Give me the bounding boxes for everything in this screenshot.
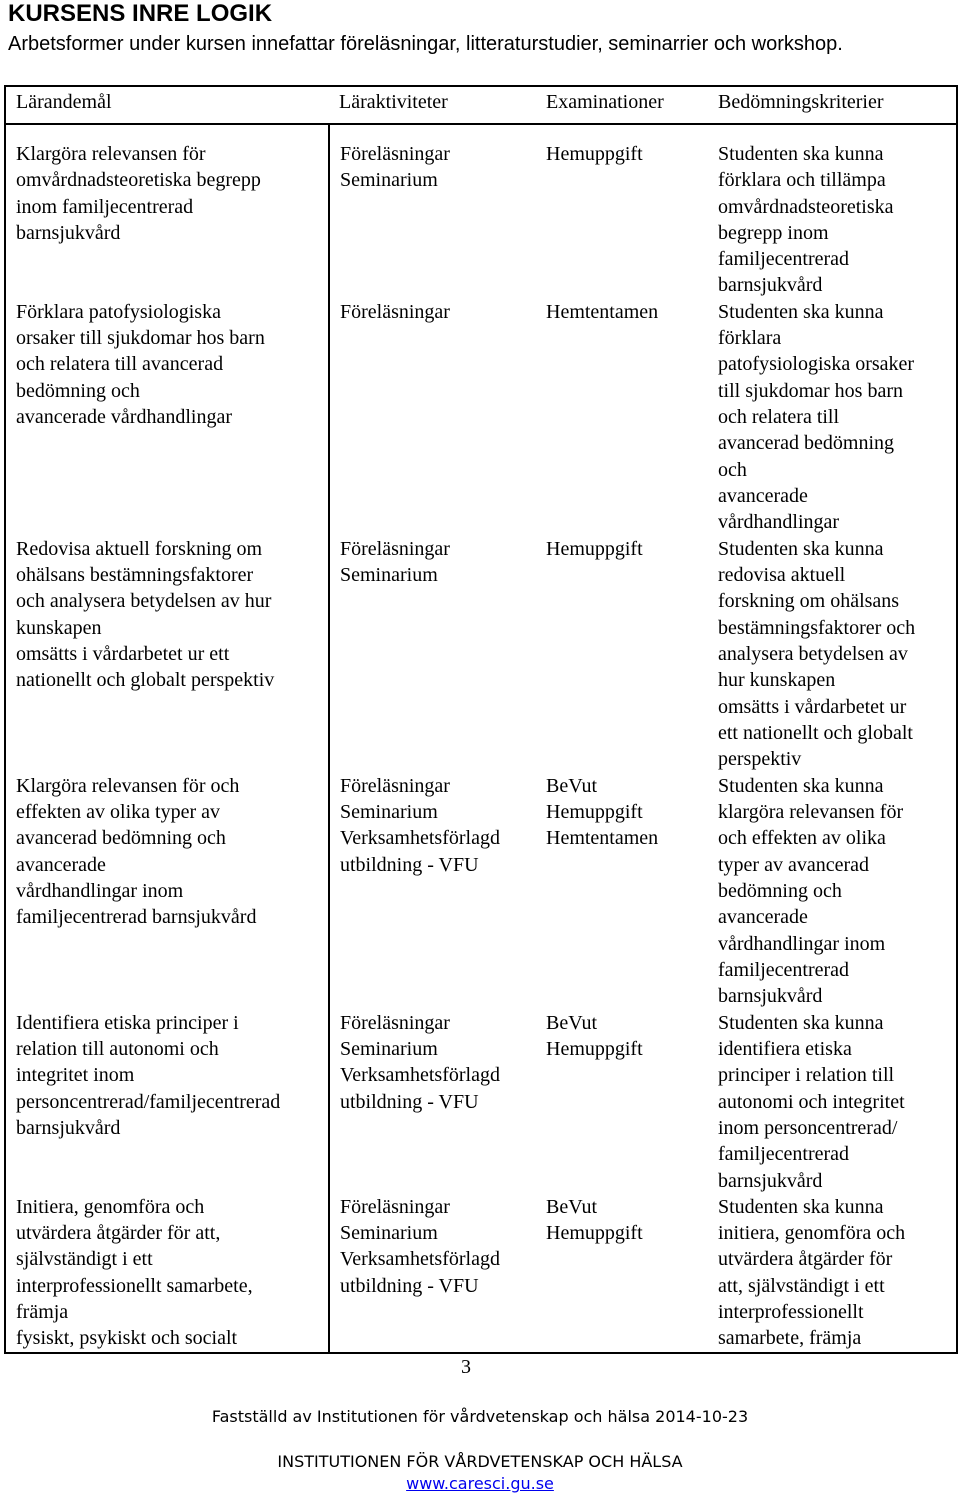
cell-text-line: utbildning - VFU <box>340 1274 479 1297</box>
cell-text-line: avancerade <box>16 853 106 876</box>
cell-text-line: Initiera, genomföra och <box>16 1195 205 1218</box>
cell-text-line: autonomi och integritet <box>718 1090 905 1113</box>
criteria-cell <box>708 536 957 773</box>
cell-text-line: barnsjukvård <box>16 221 121 244</box>
cell-text-line: Studenten ska kunna <box>718 143 884 165</box>
cell-text-line: fysiskt, psykiskt och socialt <box>16 1327 238 1350</box>
table-row <box>5 124 957 299</box>
cell-text-line: inom personcentrerad/ <box>718 1116 898 1139</box>
cell-text-line: familjecentrerad <box>718 958 850 981</box>
cell-text-line: hur kunskapen <box>718 669 836 692</box>
cell-text-line: främja <box>16 1301 69 1324</box>
cell-text-line: och effekten av olika <box>718 827 886 850</box>
cell-text-line: personcentrerad/familjecentrerad <box>16 1090 281 1113</box>
cell-text-line: effekten av olika typer av <box>16 801 220 824</box>
cell-text-line: BeVut <box>546 1195 598 1218</box>
footer-url-link[interactable]: www.caresci.gu.se <box>406 1474 554 1493</box>
cell-text-line: Seminarium <box>340 1222 438 1245</box>
cell-text-line: Studenten ska kunna <box>718 1011 884 1034</box>
cell-text-line: bedömning och <box>718 879 842 902</box>
cell-text-line: interprofessionellt samarbete, <box>16 1274 253 1297</box>
cell-text-line: Identifiera etiska principer i <box>16 1011 239 1034</box>
cell-text-line: barnsjukvård <box>16 1116 121 1139</box>
activities-cell <box>329 1194 536 1353</box>
cell-text-line: utbildning - VFU <box>340 1090 479 1113</box>
cell-text-line: och relatera till <box>718 405 840 428</box>
intro-text: Arbetsformer under kursen innefattar föreläsningar, litteraturstudier, seminarrier och workshop. <box>8 33 843 55</box>
cell-text-line: Hemuppgift <box>546 1222 643 1245</box>
exams-cell <box>536 299 708 536</box>
cell-text-line: utvärdera åtgärder för <box>718 1248 893 1271</box>
cell-text-line: Verksamhetsförlagd <box>340 1248 500 1271</box>
cell-text-line: omsätts i vårdarbetet ur <box>718 695 907 718</box>
criteria-cell <box>708 1194 957 1353</box>
cell-text-line: Studenten ska kunna <box>718 774 884 797</box>
cell-text-line: Föreläsningar <box>340 1011 450 1034</box>
cell-text-line: Seminarium <box>340 1038 438 1061</box>
cell-text-line: Föreläsningar <box>340 1195 450 1218</box>
cell-text-line: familjecentrerad barnsjukvård <box>16 906 257 929</box>
cell-text-line: Seminarium <box>340 801 438 824</box>
cell-text-line: identifiera etiska <box>718 1038 852 1061</box>
learning-goal-cell <box>5 299 329 536</box>
cell-text-line: omsätts i vårdarbetet ur ett <box>16 642 230 665</box>
cell-text-line: begrepp inom <box>718 221 829 244</box>
cell-text-line: BeVut <box>546 1011 598 1034</box>
cell-text-line: avancerad bedömning <box>718 432 895 455</box>
cell-text-line: nationellt och globalt perspektiv <box>16 669 275 692</box>
cell-text-line: Hemuppgift <box>546 143 643 165</box>
cell-text-line: Förklara patofysiologiska <box>16 300 221 323</box>
criteria-cell <box>708 124 957 299</box>
cell-text-line: familjecentrerad <box>718 1143 850 1166</box>
cell-text-line: Studenten ska kunna <box>718 1195 884 1218</box>
cell-text-line: interprofessionellt <box>718 1301 864 1324</box>
table-row <box>5 536 957 773</box>
course-logic-table <box>4 85 958 1354</box>
cell-text-line: självständigt i ett <box>16 1248 153 1271</box>
table-row <box>5 1010 957 1194</box>
table-row <box>5 773 957 1010</box>
cell-text-line: familjecentrerad <box>718 248 850 271</box>
criteria-cell <box>708 1010 957 1194</box>
cell-text-line: Hemtentamen <box>546 300 659 323</box>
cell-text-line: utbildning - VFU <box>340 853 479 876</box>
cell-text-line: Hemuppgift <box>546 801 643 824</box>
cell-text-line: bedömning och <box>16 379 140 402</box>
cell-text-line: ett nationellt och globalt <box>718 721 913 744</box>
cell-text-line: Föreläsningar <box>340 774 450 797</box>
footer-established: Fastställd av Institutionen för vårdvetenskap och hälsa 2014-10-23 <box>211 1407 749 1426</box>
learning-goal-cell <box>5 773 329 1010</box>
cell-text-line: redovisa aktuell <box>718 564 846 587</box>
learning-goal-cell <box>5 1010 329 1194</box>
cell-text-line: Föreläsningar <box>340 143 450 165</box>
cell-text-line: integritet inom <box>16 1064 135 1087</box>
cell-text-line: avancerade <box>718 484 808 507</box>
cell-text-line: att, självständigt i ett <box>718 1274 885 1297</box>
cell-text-line: Seminarium <box>340 564 438 587</box>
cell-text-line: omvårdnadsteoretiska begrepp <box>16 169 261 192</box>
cell-text-line: patofysiologiska orsaker <box>718 353 915 376</box>
learning-goal-cell <box>5 124 329 299</box>
cell-text-line: Verksamhetsförlagd <box>340 1064 500 1087</box>
criteria-cell <box>708 773 957 1010</box>
cell-text-line: avancerade <box>718 906 808 929</box>
cell-text-line: Föreläsningar <box>340 537 450 560</box>
activities-cell <box>329 299 536 536</box>
footer-institution: INSTITUTIONEN FÖR VÅRDVETENSKAP OCH HÄLSA <box>277 1452 683 1471</box>
activities-cell <box>329 124 536 299</box>
table-header-row <box>5 86 957 124</box>
cell-text-line: forskning om ohälsans <box>718 590 900 613</box>
cell-text-line: avancerade vårdhandlingar <box>16 405 232 428</box>
cell-text-line: typer av avancerad <box>718 853 870 876</box>
cell-text-line: Studenten ska kunna <box>718 537 884 560</box>
cell-text-line: Föreläsningar <box>340 300 450 323</box>
cell-text-line: relation till autonomi och <box>16 1038 219 1061</box>
cell-text-line: vårdhandlingar <box>718 511 840 534</box>
cell-text-line: bestämningsfaktorer och <box>718 616 916 639</box>
cell-text-line: orsaker till sjukdomar hos barn <box>16 327 265 350</box>
cell-text-line: Redovisa aktuell forskning om <box>16 537 263 560</box>
cell-text-line: förklara <box>718 327 782 350</box>
cell-text-line: kunskapen <box>16 616 102 639</box>
cell-text-line: Verksamhetsförlagd <box>340 827 500 850</box>
cell-text-line: till sjukdomar hos barn <box>718 379 903 402</box>
cell-text-line: barnsjukvård <box>718 274 823 297</box>
activities-cell <box>329 1010 536 1194</box>
table-row <box>5 1194 957 1353</box>
cell-text-line: Hemuppgift <box>546 1038 643 1061</box>
activities-cell <box>329 536 536 773</box>
cell-text-line: och <box>718 458 747 481</box>
page-number: 3 <box>461 1356 471 1378</box>
cell-text-line: avancerad bedömning och <box>16 827 226 850</box>
header-examinations: Examinationer <box>536 86 708 124</box>
cell-text-line: samarbete, främja <box>718 1327 862 1350</box>
cell-text-line: inom familjecentrerad <box>16 195 194 218</box>
criteria-cell <box>708 299 957 536</box>
cell-text-line: initiera, genomföra och <box>718 1222 906 1245</box>
header-learning-goals: Lärandemål <box>5 86 329 124</box>
learning-goal-cell <box>5 536 329 773</box>
cell-text-line: BeVut <box>546 774 598 797</box>
footer-url-container <box>0 1474 960 1493</box>
cell-text-line: Hemuppgift <box>546 537 643 560</box>
cell-text-line: barnsjukvård <box>718 1169 823 1192</box>
cell-text-line: vårdhandlingar inom <box>718 932 886 955</box>
header-assessment-criteria: Bedömningskriterier <box>708 86 957 124</box>
cell-text-line: omvårdnadsteoretiska <box>718 195 894 218</box>
exams-cell <box>536 124 708 299</box>
cell-text-line: förklara och tillämpa <box>718 169 886 192</box>
cell-text-line: Studenten ska kunna <box>718 300 884 323</box>
cell-text-line: klargöra relevansen för <box>718 801 904 824</box>
exams-cell <box>536 1010 708 1194</box>
cell-text-line: Seminarium <box>340 169 438 192</box>
cell-text-line: Klargöra relevansen för och <box>16 774 240 797</box>
page-heading: KURSENS INRE LOGIK <box>8 0 273 27</box>
header-learning-activities: Läraktiviteter <box>329 86 536 124</box>
cell-text-line: Klargöra relevansen för <box>16 143 206 165</box>
cell-text-line: och relatera till avancerad <box>16 353 224 376</box>
cell-text-line: principer i relation till <box>718 1064 895 1087</box>
exams-cell <box>536 773 708 1010</box>
cell-text-line: vårdhandlingar inom <box>16 879 184 902</box>
cell-text-line: ohälsans bestämningsfaktorer <box>16 564 254 587</box>
activities-cell <box>329 773 536 1010</box>
exams-cell <box>536 536 708 773</box>
cell-text-line: Hemtentamen <box>546 827 659 850</box>
cell-text-line: barnsjukvård <box>718 985 823 1008</box>
cell-text-line: perspektiv <box>718 748 802 771</box>
cell-text-line: analysera betydelsen av <box>718 642 908 665</box>
cell-text-line: och analysera betydelsen av hur <box>16 590 272 613</box>
cell-text-line: utvärdera åtgärder för att, <box>16 1222 221 1245</box>
exams-cell <box>536 1194 708 1353</box>
table-row <box>5 299 957 536</box>
learning-goal-cell <box>5 1194 329 1353</box>
